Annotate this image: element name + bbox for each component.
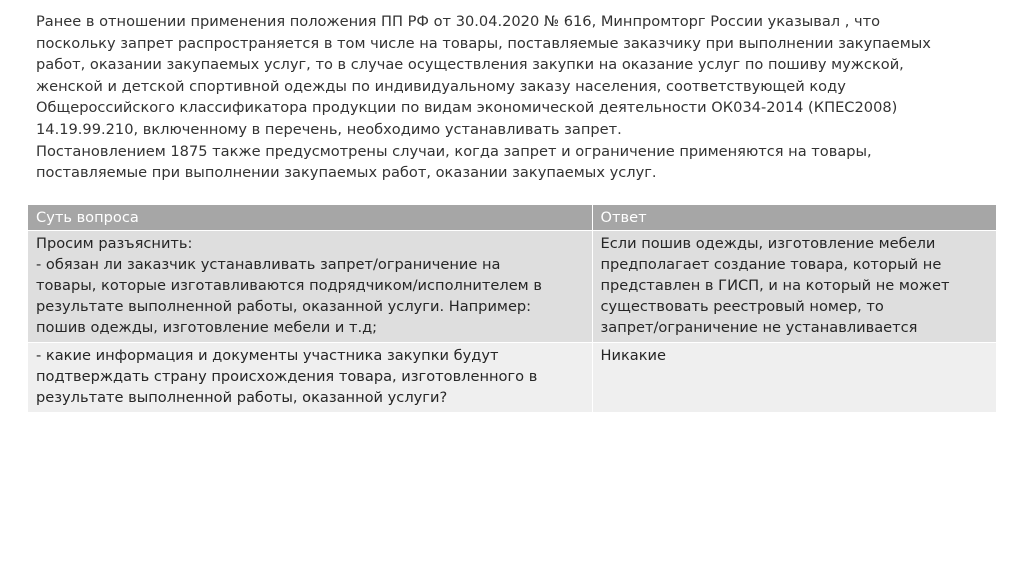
answer-cell: Никакие	[592, 343, 996, 413]
table-row	[28, 231, 996, 343]
question-cell: - какие информация и документы участника закупки будут подтверждать страну происхождения товара, изготовленного в результате выполненной работы, оказанной услуги?	[28, 343, 592, 413]
question-cell: Просим разъяснить: - обязан ли заказчик устанавливать запрет/ограничение на товары, которые изготавливаются подрядчиком/исполнителем в результате выполненной работы, оказанной услуги. Например: пошив одежды, изготовление мебели и т.д;	[28, 231, 592, 343]
header-answer: Ответ	[592, 205, 996, 231]
intro-paragraph-1: Ранее в отношении применения положения ПП РФ от 30.04.2020 № 616, Минпромторг России указывал , что поскольку запрет распространяется в том числе на товары, поставляемые заказчику при выполнении закупаемых работ, оказании закупаемых услуг, то в случае осуществления закупки на оказание услуг по пошиву мужской, женской и детской спортивной одежды по индивидуальному заказу населения, соответствующей коду Общероссийского классификатора продукции по видам экономической деятельности ОК034-2014 (КПЕС2008) 14.19.99.210, включенному в перечень, необходимо устанавливать запрет.	[36, 13, 931, 138]
answer-cell: Если пошив одежды, изготовление мебели предполагает создание товара, который не представлен в ГИСП, и на который не может существовать реестровый номер, то запрет/ограничение не устанавливается	[592, 231, 996, 343]
intro-paragraph-2: Постановлением 1875 также предусмотрены случаи, когда запрет и ограничение применяются на товары, поставляемые при выполнении закупаемых работ, оказании закупаемых услуг.	[36, 142, 872, 182]
intro-text-block	[36, 11, 996, 184]
table-header-row	[28, 205, 996, 231]
header-question: Суть вопроса	[28, 205, 592, 231]
table-row	[28, 343, 996, 413]
question-answer-table	[28, 205, 996, 412]
